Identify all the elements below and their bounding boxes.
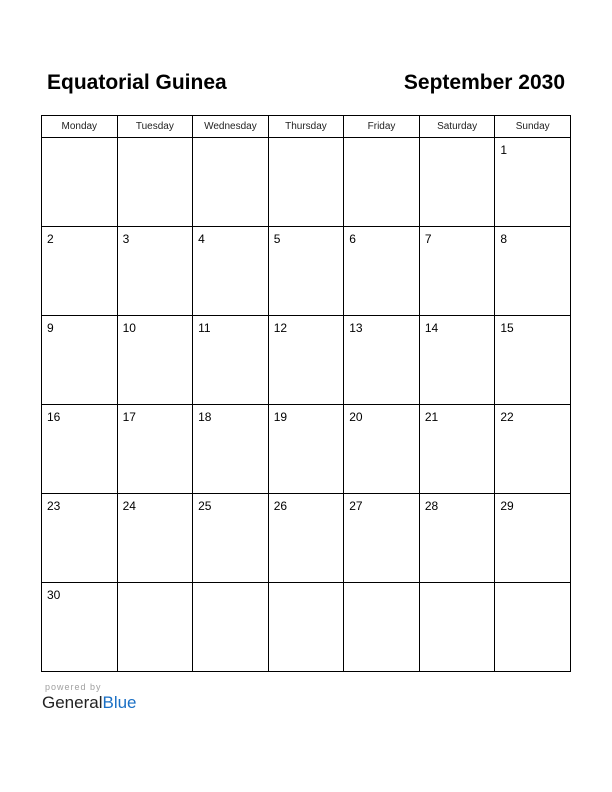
- day-cell: [268, 583, 344, 672]
- day-cell: [42, 405, 118, 494]
- week-row-2: [42, 227, 571, 316]
- day-cell: [117, 138, 193, 227]
- country-title: Equatorial Guinea: [47, 71, 227, 94]
- day-cell: [193, 405, 269, 494]
- day-number: 3: [122, 232, 130, 246]
- day-cell: [344, 494, 420, 583]
- powered-by-text: powered by: [45, 682, 102, 692]
- day-number: 17: [122, 410, 136, 424]
- day-number: [495, 583, 570, 588]
- day-number: 20: [349, 410, 363, 424]
- day-number: 30: [47, 588, 61, 602]
- day-number: [420, 138, 495, 143]
- day-cell: [193, 494, 269, 583]
- day-cell: [495, 583, 571, 672]
- day-cell: [193, 583, 269, 672]
- day-number: 1: [500, 143, 508, 157]
- day-cell: [495, 138, 571, 227]
- day-cell: [419, 227, 495, 316]
- day-number: 7: [424, 232, 432, 246]
- day-cell: [193, 227, 269, 316]
- day-number: [42, 138, 117, 143]
- day-cell: [419, 494, 495, 583]
- day-number: 5: [273, 232, 281, 246]
- day-cell: [419, 138, 495, 227]
- day-cell: [268, 405, 344, 494]
- day-number: 14: [424, 321, 439, 335]
- day-cell: [495, 494, 571, 583]
- weekday-monday: Monday: [42, 116, 118, 138]
- weekday-thursday: Thursday: [268, 116, 344, 138]
- day-number: 21: [424, 410, 439, 424]
- month-year-title: September 2030: [403, 71, 565, 94]
- day-cell: [117, 316, 193, 405]
- day-cell: [419, 583, 495, 672]
- day-cell: [42, 227, 118, 316]
- day-number: 22: [500, 410, 514, 424]
- day-cell: [268, 494, 344, 583]
- day-cell: [495, 316, 571, 405]
- day-number: 6: [349, 232, 356, 246]
- day-cell: [268, 316, 344, 405]
- day-number: 4: [198, 232, 205, 246]
- day-cell: [344, 583, 420, 672]
- day-cell: [117, 494, 193, 583]
- day-cell: [117, 405, 193, 494]
- day-number: [193, 583, 268, 588]
- day-number: 23: [47, 499, 61, 513]
- brand-general-text: General: [42, 693, 103, 712]
- day-number: 28: [424, 499, 439, 513]
- day-number: 13: [349, 321, 363, 335]
- day-cell: [495, 227, 571, 316]
- day-number: 11: [198, 321, 211, 335]
- week-row-5: [42, 494, 571, 583]
- weekday-sunday: Sunday: [495, 116, 571, 138]
- day-number: 2: [47, 232, 54, 246]
- day-number: 12: [273, 321, 288, 335]
- day-number: 18: [198, 410, 212, 424]
- day-cell: [495, 405, 571, 494]
- day-number: 29: [500, 499, 514, 513]
- day-cell: [42, 494, 118, 583]
- day-number: 25: [198, 499, 212, 513]
- day-cell: [117, 227, 193, 316]
- generalblue-logo[interactable]: [42, 693, 137, 713]
- weekday-wednesday: Wednesday: [193, 116, 269, 138]
- day-cell: [268, 138, 344, 227]
- day-number: [193, 138, 268, 143]
- day-cell: [268, 227, 344, 316]
- day-number: 15: [500, 321, 514, 335]
- day-number: [118, 583, 193, 588]
- day-number: 19: [273, 410, 288, 424]
- day-cell: [419, 405, 495, 494]
- day-cell: [42, 316, 118, 405]
- day-cell: [344, 405, 420, 494]
- day-cell: [419, 316, 495, 405]
- day-number: 26: [273, 499, 288, 513]
- day-cell: [344, 316, 420, 405]
- day-number: 9: [47, 321, 54, 335]
- day-cell: [42, 583, 118, 672]
- day-number: [269, 583, 344, 588]
- day-number: [344, 583, 419, 588]
- week-row-3: [42, 316, 571, 405]
- week-row-4: [42, 405, 571, 494]
- weekday-header-row: [42, 116, 571, 138]
- day-number: [420, 583, 495, 588]
- day-number: 8: [500, 232, 508, 246]
- day-cell: [193, 138, 269, 227]
- week-row-1: [42, 138, 571, 227]
- day-number: [344, 138, 419, 143]
- day-cell: [42, 138, 118, 227]
- day-number: 27: [349, 499, 363, 513]
- day-number: [269, 138, 344, 143]
- day-cell: [117, 583, 193, 672]
- day-number: 24: [122, 499, 136, 513]
- weekday-tuesday: Tuesday: [117, 116, 193, 138]
- weekday-saturday: Saturday: [419, 116, 495, 138]
- day-number: [118, 138, 193, 143]
- brand-blue-text: Blue: [102, 693, 137, 712]
- day-cell: [344, 227, 420, 316]
- day-cell: [344, 138, 420, 227]
- day-number: 10: [122, 321, 136, 335]
- calendar-grid: [41, 115, 571, 672]
- week-row-6: [42, 583, 571, 672]
- day-number: 16: [47, 410, 61, 424]
- weekday-friday: Friday: [344, 116, 420, 138]
- day-cell: [193, 316, 269, 405]
